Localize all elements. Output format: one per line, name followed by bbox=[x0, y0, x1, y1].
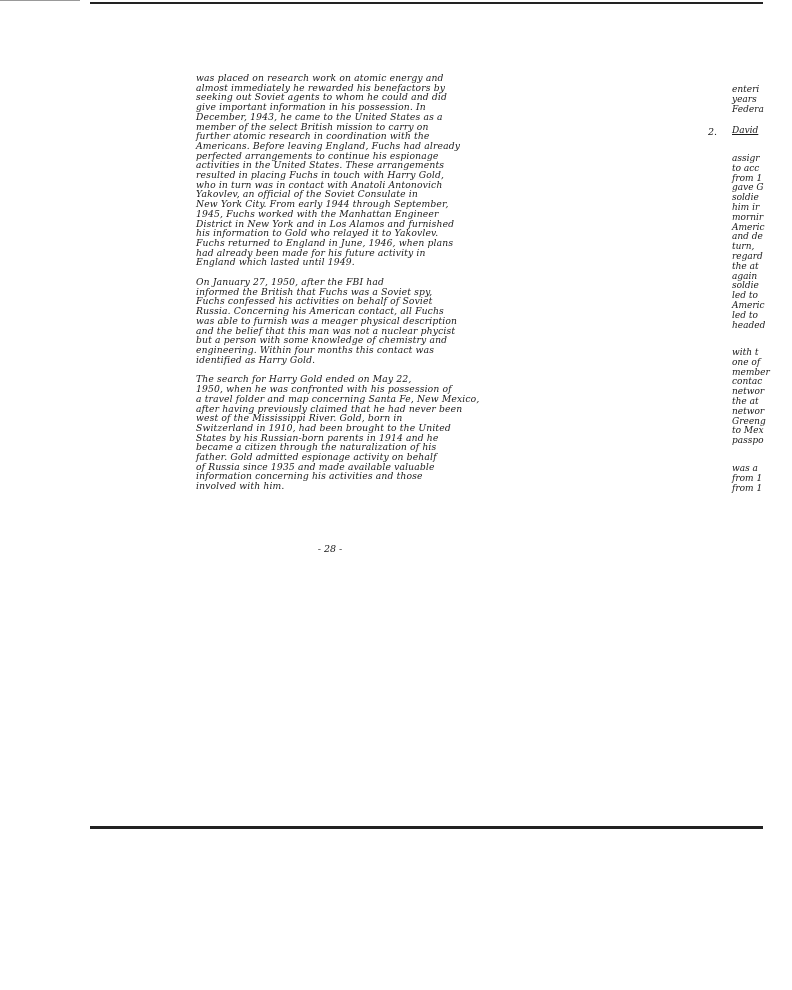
right-page-line: from 1 bbox=[732, 173, 763, 184]
right-page-line: Americ bbox=[732, 300, 765, 311]
bottom-page-rule bbox=[90, 826, 763, 829]
right-page-line: gave G bbox=[732, 183, 764, 194]
right-page-block-1 bbox=[732, 86, 792, 115]
top-edge-mark bbox=[0, 0, 80, 1]
right-page-line: soldie bbox=[732, 193, 759, 204]
right-page-line: mornir bbox=[732, 212, 764, 223]
top-page-rule bbox=[90, 2, 763, 4]
right-page-line: to Mex bbox=[732, 426, 764, 437]
right-page-line: Greeng bbox=[732, 416, 766, 427]
right-page-line: enteri bbox=[732, 85, 760, 95]
right-page-block-4 bbox=[732, 465, 792, 494]
right-page-line: member bbox=[732, 367, 770, 378]
right-page-block-3 bbox=[732, 349, 792, 447]
right-page-line: the at bbox=[732, 396, 759, 407]
right-page-line: networ bbox=[732, 387, 765, 398]
document-body bbox=[196, 74, 536, 502]
right-page-line: networ bbox=[732, 406, 765, 417]
right-page-line: with t bbox=[732, 348, 759, 358]
right-page-line: Federa bbox=[732, 104, 764, 115]
right-page-line: one of bbox=[732, 357, 761, 368]
right-page-heading: David bbox=[732, 126, 759, 136]
right-page-line: from 1 bbox=[732, 473, 763, 484]
right-page-line: to acc bbox=[732, 163, 760, 174]
right-page-line: the at bbox=[732, 261, 759, 272]
right-page-line: regard bbox=[732, 251, 763, 262]
right-page-line: led to bbox=[732, 291, 758, 302]
right-page-line: from 1 bbox=[732, 483, 763, 494]
right-page-line: him ir bbox=[732, 202, 760, 213]
right-page-heading-wrap bbox=[732, 127, 792, 137]
right-page-line: and de bbox=[732, 232, 763, 243]
right-page-line: assigr bbox=[732, 154, 760, 164]
right-page-line: headed bbox=[732, 320, 766, 331]
right-page-line: contac bbox=[732, 377, 763, 388]
right-page-line: Americ bbox=[732, 222, 765, 233]
right-page-line: again bbox=[732, 271, 758, 282]
right-page-list-number: 2. bbox=[708, 127, 718, 138]
paragraph-fuchs-background: was placed on research work on atomic energy and almost immediately he rewarded his benefactors by seeking out Soviet agents to whom he could and did give important information in his possession. In December, 1943, he came to the United States as a member of the select British mission to carry on further atomic research in coordination with the Americans. Before leaving England, Fuchs had already perfected arrangements to continue his espionage activities in the United States. These arrangements resulted in placing Fuchs in touch with Harry Gold, who in turn was in contact with Anatoli Antonovich Yakovlev, an official of the Soviet Consulate in New York City. From early 1944 through September, 1945, Fuchs worked with the Manhattan Engineer District in New York and in Los Alamos and furnished his information to Gold who relayed it to Yakovlev. Fuchs returned to England in June, 1946, when plans had already been made for his future activity in England which lasted until 1949. bbox=[196, 73, 461, 269]
right-page-block-2 bbox=[732, 155, 792, 331]
right-page-line: was a bbox=[732, 464, 758, 474]
paragraph-gold-search: The search for Harry Gold ended on May 22, 1950, when he was confronted with his possession of a travel folder and map concerning Santa Fe, New Mexico, after having previously claimed that he had never been west of the Mississippi River. Gold, born in Switzerland in 1910, had been brought to the United States by his Russian-born parents in 1914 and he became a citizen through the naturalization of his father. Gold admitted espionage activity on behalf of Russia since 1935 and made available valuable information concerning his activities and those involved with him. bbox=[196, 374, 480, 493]
right-page-line: passpo bbox=[732, 436, 764, 447]
paragraph-fuchs-confession: On January 27, 1950, after the FBI had informed the British that Fuchs was a Soviet spy, Fuchs confessed his activities on behalf of Soviet Russia. Concerning his American contact, all Fuchs was able to furnish was a meager physical description and the belief that this man was not a nuclear phycist but a person with some knowledge of chemistry and engineering. Within four months this contact was identified as Harry Gold. bbox=[196, 277, 458, 366]
right-page-line: led to bbox=[732, 310, 758, 321]
right-page-line: turn, bbox=[732, 242, 755, 253]
page-number: - 28 - bbox=[317, 544, 343, 555]
right-page-line: soldie bbox=[732, 281, 759, 292]
right-page-line: years bbox=[732, 94, 757, 105]
